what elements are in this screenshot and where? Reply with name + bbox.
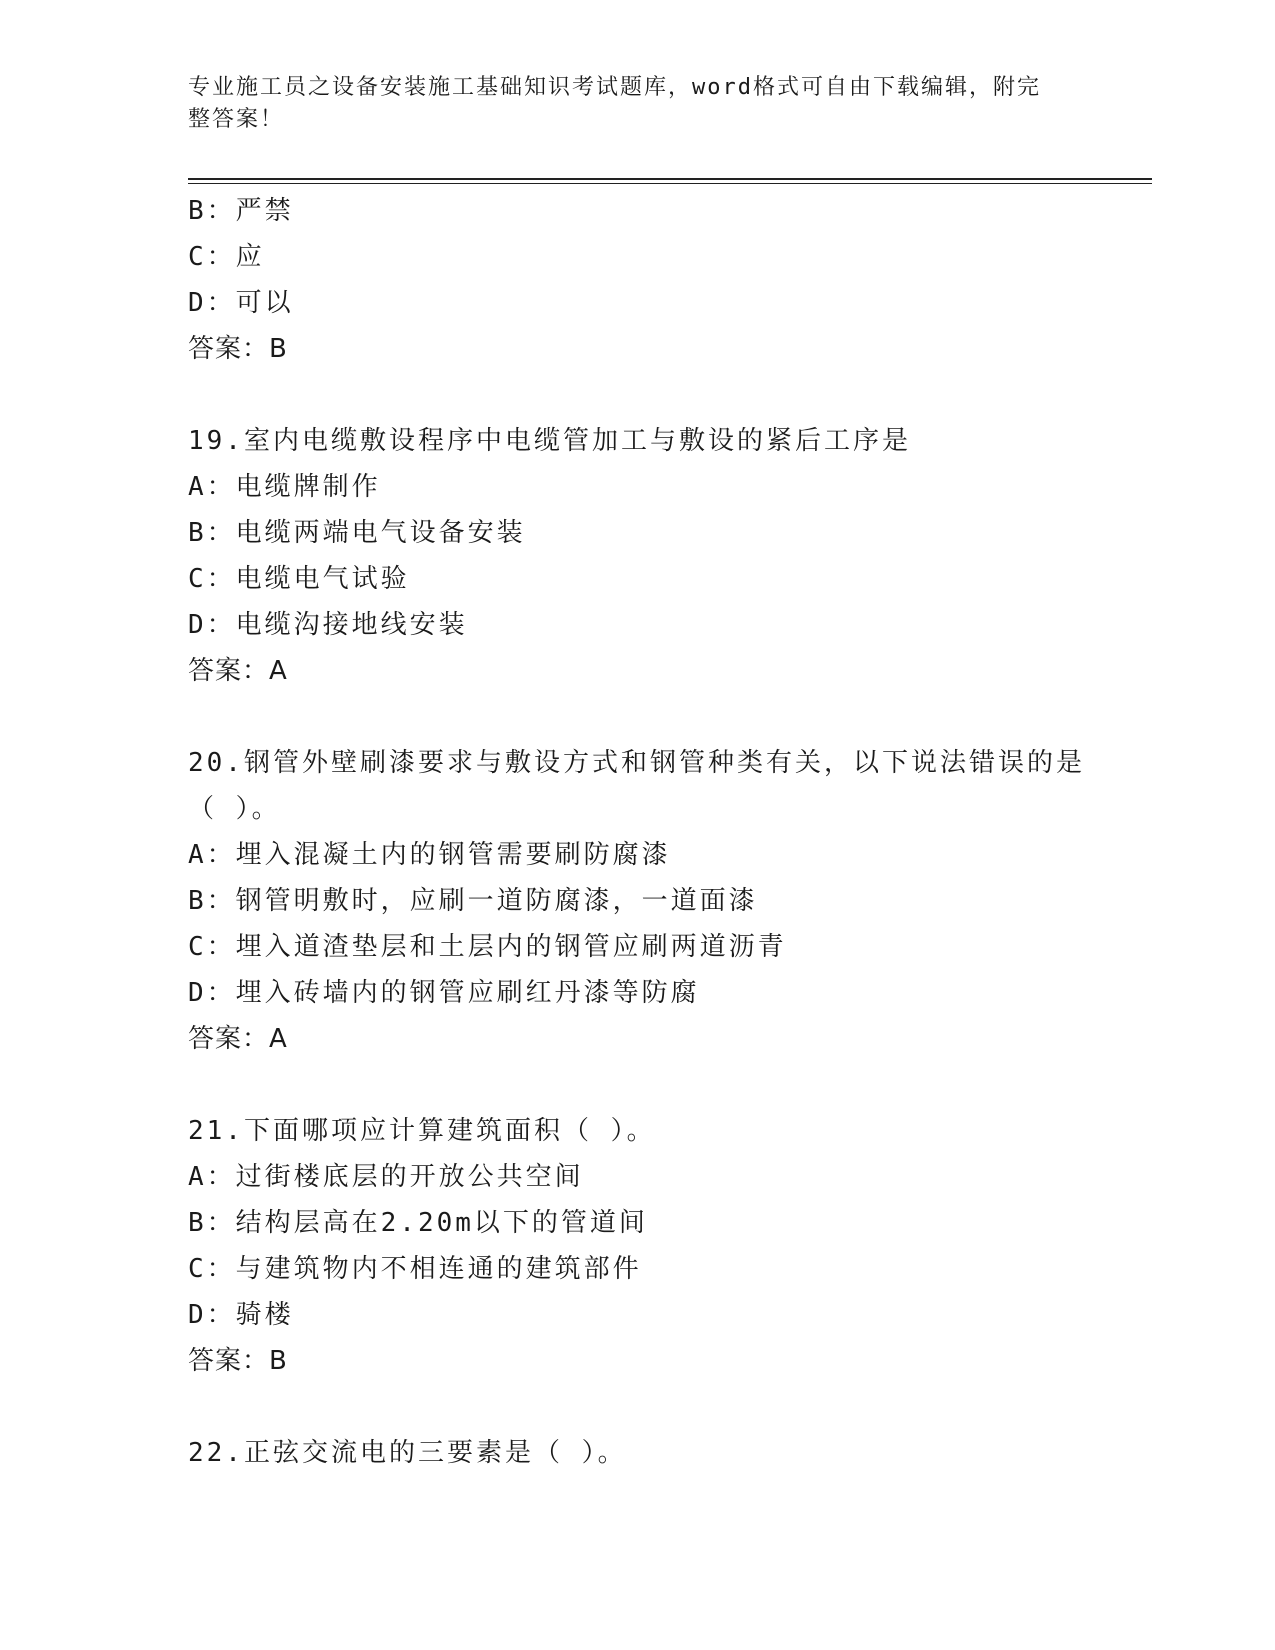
question-text: 19.室内电缆敷设程序中电缆管加工与敷设的紧后工序是 bbox=[188, 426, 911, 456]
answer-line: 答案：A bbox=[188, 656, 288, 686]
option-c: C：应 bbox=[188, 242, 265, 272]
option-b: B：电缆两端电气设备安装 bbox=[188, 518, 526, 548]
option-d: D：电缆沟接地线安装 bbox=[188, 610, 468, 640]
question-text-line2: （ ）。 bbox=[188, 794, 281, 824]
option-b: B：钢管明敷时，应刷一道防腐漆，一道面漆 bbox=[188, 886, 758, 916]
question-20 bbox=[188, 740, 1088, 1062]
option-c: C：电缆电气试验 bbox=[188, 564, 410, 594]
spacer bbox=[188, 372, 1088, 418]
spacer bbox=[188, 694, 1088, 740]
header-divider-thin bbox=[188, 183, 1152, 184]
spacer bbox=[188, 1384, 1088, 1430]
question-21 bbox=[188, 1108, 1088, 1384]
question-22 bbox=[188, 1430, 1088, 1476]
option-c: C：与建筑物内不相连通的建筑部件 bbox=[188, 1254, 642, 1284]
answer-line: 答案：B bbox=[188, 1346, 288, 1376]
page-header bbox=[188, 72, 1068, 136]
header-title-line2: 整答案！ bbox=[188, 107, 285, 132]
question-text-line1: 20.钢管外壁刷漆要求与敷设方式和钢管种类有关，以下说法错误的是 bbox=[188, 748, 1085, 778]
question-text: 21.下面哪项应计算建筑面积（ ）。 bbox=[188, 1116, 656, 1146]
question-text: 22.正弦交流电的三要素是（ ）。 bbox=[188, 1438, 627, 1468]
spacer bbox=[188, 1062, 1088, 1108]
option-a: A：过街楼底层的开放公共空间 bbox=[188, 1162, 584, 1192]
answer-line: 答案：A bbox=[188, 1024, 288, 1054]
option-b: B：严禁 bbox=[188, 196, 294, 226]
question-19 bbox=[188, 418, 1088, 694]
option-d: D：骑楼 bbox=[188, 1300, 294, 1330]
header-divider-thick bbox=[188, 178, 1152, 180]
option-d: D：埋入砖墙内的钢管应刷红丹漆等防腐 bbox=[188, 978, 700, 1008]
option-a: A：埋入混凝土内的钢管需要刷防腐漆 bbox=[188, 840, 671, 870]
option-d: D：可以 bbox=[188, 288, 294, 318]
question-18 bbox=[188, 188, 1088, 372]
answer-line: 答案：B bbox=[188, 334, 288, 364]
option-a: A：电缆牌制作 bbox=[188, 472, 381, 502]
option-b: B：结构层高在2.20m以下的管道间 bbox=[188, 1208, 648, 1238]
header-title-line1: 专业施工员之设备安装施工基础知识考试题库，word格式可自由下载编辑，附完 bbox=[188, 75, 1041, 100]
question-list bbox=[188, 188, 1088, 1476]
option-c: C：埋入道渣垫层和土层内的钢管应刷两道沥青 bbox=[188, 932, 787, 962]
